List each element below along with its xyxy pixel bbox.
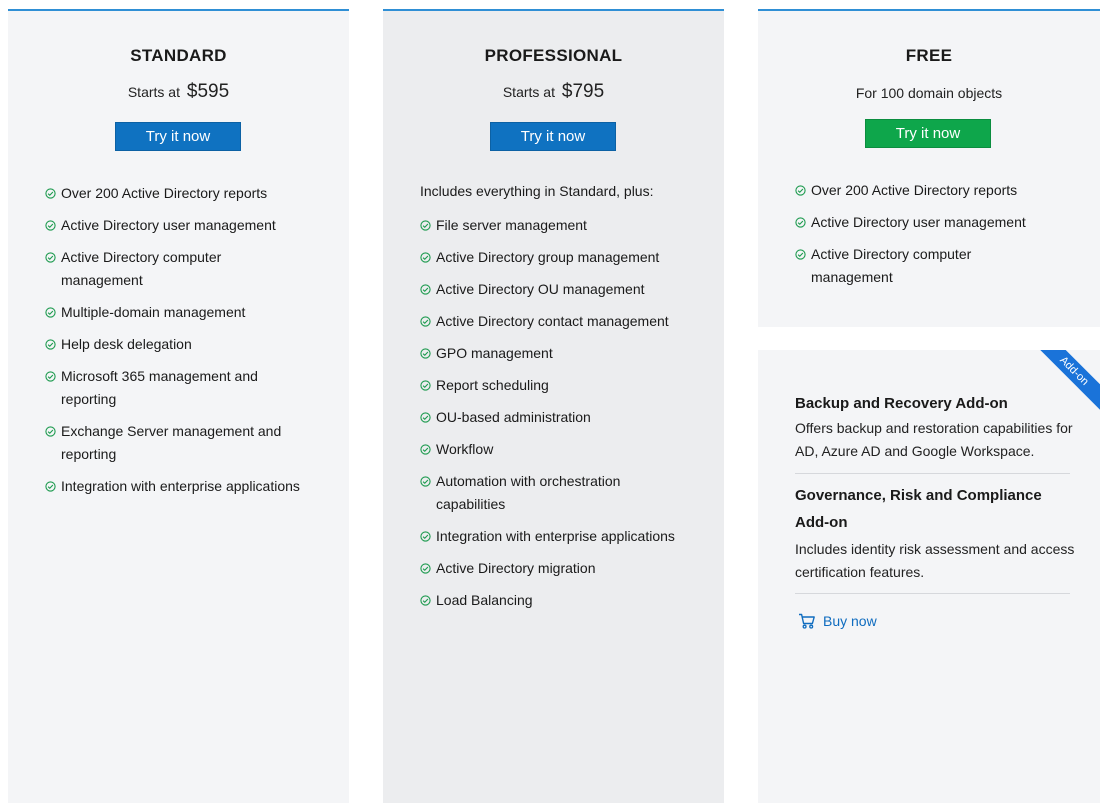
feature-label: Integration with enterprise applications	[436, 528, 675, 544]
includes-intro: Includes everything in Standard, plus:	[420, 183, 654, 199]
feature-label: Integration with enterprise applications	[61, 478, 300, 494]
check-circle-icon	[420, 284, 431, 295]
check-circle-icon	[795, 249, 806, 260]
feature-item	[420, 525, 710, 548]
feature-label: Exchange Server management and reporting	[61, 423, 282, 462]
check-circle-icon	[420, 220, 431, 231]
check-circle-icon	[420, 563, 431, 574]
divider	[795, 593, 1070, 594]
feature-list	[45, 182, 325, 507]
feature-label: Microsoft 365 management and reporting	[61, 368, 258, 407]
addon-title: Governance, Risk and Compliance Add-on	[795, 487, 1042, 531]
check-circle-icon	[420, 595, 431, 606]
feature-label: Active Directory contact management	[436, 313, 669, 329]
feature-label: Active Directory migration	[436, 560, 596, 576]
feature-list	[795, 179, 1075, 298]
plan-card-standard	[8, 9, 349, 803]
feature-item	[420, 557, 710, 580]
price-prefix: Starts at	[502, 84, 555, 100]
feature-label: Active Directory computer management	[61, 249, 222, 288]
addon-card	[758, 350, 1100, 803]
try-it-now-button[interactable]: Try it now	[865, 119, 991, 148]
check-circle-icon	[420, 531, 431, 542]
check-circle-icon	[45, 188, 56, 199]
feature-item	[420, 470, 655, 516]
try-it-now-button[interactable]: Try it now	[115, 122, 241, 151]
buy-now-link[interactable]	[798, 613, 877, 629]
cart-icon	[798, 613, 816, 629]
feature-label: Workflow	[436, 441, 494, 457]
feature-label: Multiple-domain management	[61, 304, 246, 320]
feature-item	[795, 243, 995, 289]
feature-item	[420, 278, 710, 301]
price-prefix: Starts at	[127, 84, 180, 100]
addon-title: Backup and Recovery Add-on	[795, 395, 1008, 412]
check-circle-icon	[420, 476, 431, 487]
feature-item	[45, 475, 325, 498]
feature-label: Active Directory user management	[811, 214, 1026, 230]
feature-label: File server management	[436, 217, 587, 233]
feature-label: GPO management	[436, 345, 553, 361]
check-circle-icon	[420, 444, 431, 455]
check-circle-icon	[420, 412, 431, 423]
check-circle-icon	[45, 252, 56, 263]
feature-item	[795, 211, 1075, 234]
price-line	[383, 81, 724, 103]
check-circle-icon	[45, 481, 56, 492]
check-circle-icon	[45, 426, 56, 437]
buy-now-label: Buy now	[823, 613, 877, 629]
feature-label: Report scheduling	[436, 377, 549, 393]
feature-item	[420, 214, 710, 237]
feature-list	[420, 214, 710, 621]
feature-item	[45, 365, 285, 411]
price-value: $595	[186, 81, 230, 102]
addon-ribbon: Add-on	[1034, 350, 1100, 411]
feature-label: Automation with orchestration capabilities	[436, 473, 621, 512]
feature-item	[45, 214, 325, 237]
check-circle-icon	[45, 307, 56, 318]
check-circle-icon	[420, 252, 431, 263]
feature-item	[420, 406, 710, 429]
feature-label: Active Directory OU management	[436, 281, 645, 297]
plan-title: PROFESSIONAL	[484, 46, 623, 65]
addon-description: Includes identity risk assessment and access certification features.	[795, 541, 1075, 580]
plan-card-free	[758, 9, 1100, 327]
plan-subtitle: For 100 domain objects	[855, 85, 1003, 101]
plan-title: STANDARD	[130, 46, 227, 65]
feature-label: Active Directory user management	[61, 217, 276, 233]
check-circle-icon	[420, 348, 431, 359]
feature-label: Over 200 Active Directory reports	[811, 182, 1018, 198]
feature-item	[420, 246, 710, 269]
check-circle-icon	[795, 185, 806, 196]
check-circle-icon	[420, 380, 431, 391]
check-circle-icon	[420, 316, 431, 327]
feature-item	[420, 342, 710, 365]
feature-label: OU-based administration	[436, 409, 591, 425]
divider	[795, 473, 1070, 474]
addon-description: Offers backup and restoration capabilities for AD, Azure AD and Google Workspace.	[795, 420, 1073, 459]
feature-item	[45, 420, 300, 466]
price-line	[8, 81, 349, 103]
check-circle-icon	[45, 339, 56, 350]
feature-item	[45, 182, 325, 205]
plan-card-professional	[383, 9, 724, 803]
feature-label: Over 200 Active Directory reports	[61, 185, 268, 201]
price-value: $795	[561, 81, 605, 102]
feature-label: Help desk delegation	[61, 336, 192, 352]
try-it-now-button[interactable]: Try it now	[490, 122, 616, 151]
feature-item	[45, 301, 325, 324]
feature-label: Active Directory group management	[436, 249, 660, 265]
feature-item	[420, 310, 710, 333]
plan-title: FREE	[905, 46, 953, 65]
feature-item	[45, 333, 325, 356]
check-circle-icon	[45, 220, 56, 231]
feature-item	[420, 438, 710, 461]
feature-item	[45, 246, 245, 292]
feature-item	[795, 179, 1075, 202]
feature-label: Load Balancing	[436, 592, 533, 608]
feature-item	[420, 589, 710, 612]
check-circle-icon	[795, 217, 806, 228]
feature-label: Active Directory computer management	[811, 246, 972, 285]
feature-item	[420, 374, 710, 397]
check-circle-icon	[45, 371, 56, 382]
